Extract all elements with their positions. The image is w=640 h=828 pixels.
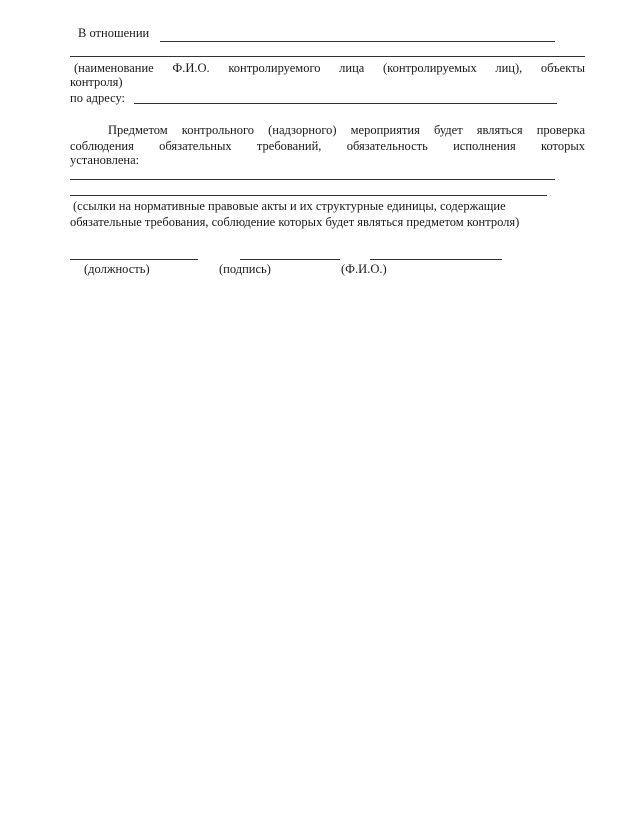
subject-paragraph-line-1: Предметом контрольного (надзорного) мероприятия будет являться проверка: [108, 123, 585, 137]
address-input-line[interactable]: [134, 103, 557, 104]
requirements-input-line-1[interactable]: [70, 179, 555, 180]
signature-input-line[interactable]: [240, 259, 340, 260]
name-input-line[interactable]: [370, 259, 502, 260]
object-hint-line-1: (наименование Ф.И.О. контролируемого лица (контролируемых лиц), объекты: [74, 61, 585, 75]
refs-hint-line-2: обязательные требования, соблюдение которых будет являться предметом контроля): [70, 215, 520, 229]
position-input-line[interactable]: [70, 259, 198, 260]
regarding-input-line[interactable]: [160, 41, 555, 42]
object-hint-line-2: контроля): [70, 75, 123, 89]
signature-label: (подпись): [219, 262, 271, 276]
name-label: (Ф.И.О.): [341, 262, 387, 276]
refs-hint-line-1: (ссылки на нормативные правовые акты и их структурные единицы, содержащие: [73, 199, 506, 213]
subject-paragraph-line-3: установлена:: [70, 153, 140, 167]
position-label: (должность): [84, 262, 150, 276]
address-label: по адресу:: [70, 91, 126, 105]
regarding-label: В отношении: [78, 26, 150, 40]
requirements-input-line-2[interactable]: [70, 195, 547, 196]
object-input-line[interactable]: [70, 56, 585, 57]
subject-paragraph-line-2: соблюдения обязательных требований, обязательность исполнения которых: [70, 139, 585, 153]
